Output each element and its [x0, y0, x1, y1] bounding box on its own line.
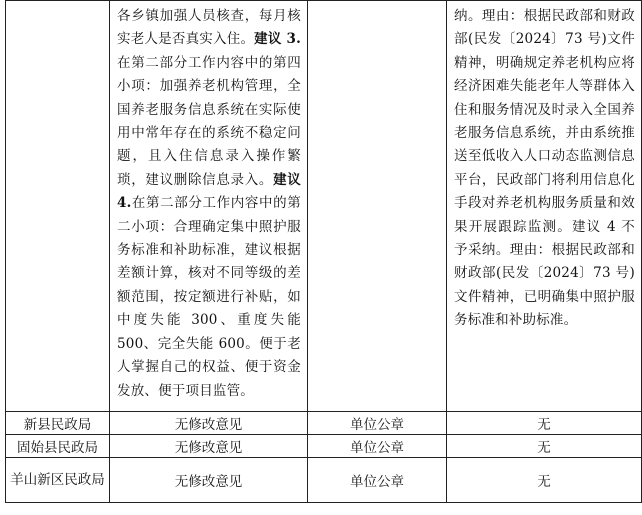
table-row	[6, 1, 642, 412]
result-text: 无	[447, 458, 642, 503]
unit-name: 新县民政局	[6, 412, 110, 435]
suggestion-text	[110, 1, 307, 403]
suggestion-segment: 各乡镇加强人员核查，每月核实老人是否真实入住。	[117, 8, 301, 48]
suggestion-cell	[110, 1, 308, 412]
seal-label: 单位公章	[308, 435, 447, 458]
table-row	[6, 435, 642, 458]
suggestion-heading-4: 建议 4.	[117, 171, 302, 212]
opinion-text: 无修改意见	[110, 458, 308, 503]
unit-name: 固始县民政局	[6, 435, 110, 458]
table-row	[6, 458, 642, 503]
suggestion-heading-3: 建议 3.	[254, 31, 301, 48]
suggestion-segment: 在第二部分工作内容中的第四小项：加强养老机构管理，全国养老服务信息系统在实际使用中常年存在的系统不稳定问题，且入住信息录入操作繁琐，建议删除信息录入。	[117, 54, 301, 188]
seal-label: 单位公章	[308, 412, 447, 435]
unit-name: 羊山新区民政局	[6, 458, 110, 503]
result-text: 无	[447, 412, 642, 435]
feedback-table	[5, 0, 642, 503]
table-row	[6, 412, 642, 435]
opinion-text: 无修改意见	[110, 412, 308, 435]
seal-cell-empty	[308, 1, 447, 412]
opinion-text: 无修改意见	[110, 435, 308, 458]
seal-label: 单位公章	[308, 458, 447, 503]
response-cell	[447, 1, 642, 412]
unit-cell-empty	[6, 1, 110, 412]
response-text: 纳。理由：根据民政部和财政部(民发〔2024〕73 号)文件精神，明确规定养老机构应将经济困难失能老年人等群体入住和服务情况及时录入全国养老服务信息系统，并由系统推送至低收入人口动态监测信息平台，民政部门将利用信息化手段对养老机构服务质量和效果开展跟踪监测。建议 4 不予采纳。理由：根据民政部和财政部(民发〔2024〕73 号)文件精神，已明确集中照护服务标准和补助标准。	[454, 8, 635, 329]
suggestion-segment: 在第二部分工作内容中的第二小项：合理确定集中照护服务标准和补助标准，建议根据差额计算，核对不同等级的差额范围，按定额进行补贴，如中度失能 300、重度失能 500、完全失能 600。便于老人掌握自己的权益、便于资金发放、便于项目监管。	[117, 195, 301, 399]
result-text: 无	[447, 435, 642, 458]
